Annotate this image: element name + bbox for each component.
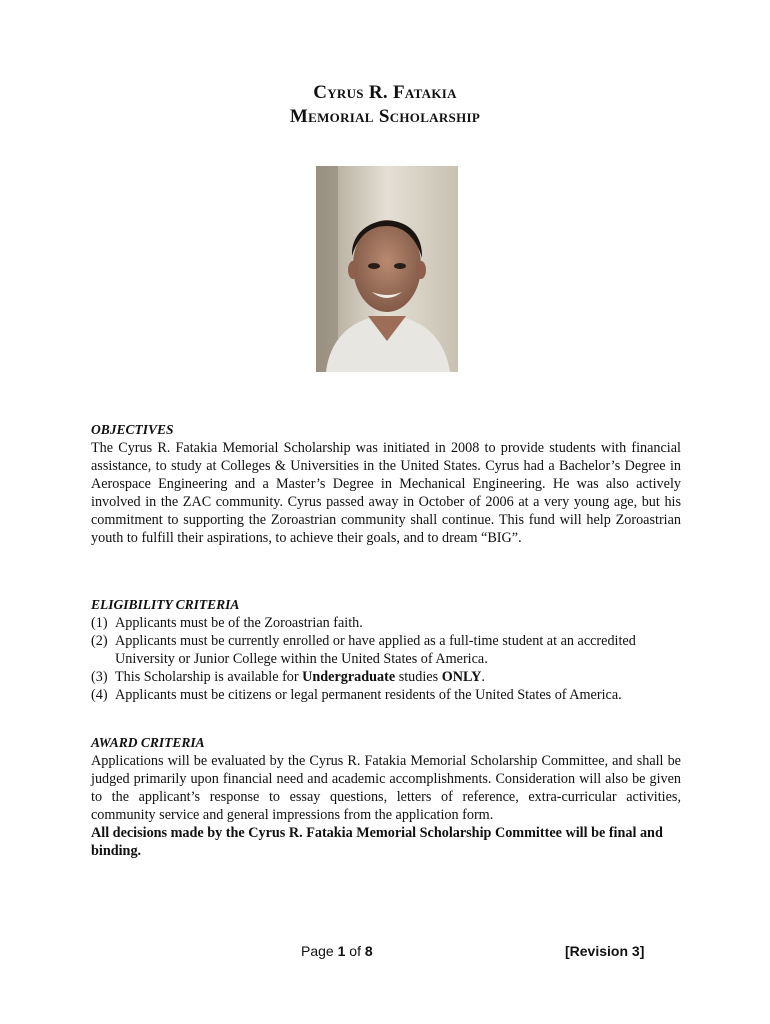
objectives-heading: OBJECTIVES bbox=[91, 422, 174, 437]
item-text-mid: studies bbox=[395, 669, 442, 685]
item-text: Applicants must be currently enrolled or have applied as a full-time student at an accredited University or Junior College within the United States of America. bbox=[115, 633, 636, 667]
item-text-bold-only: ONLY bbox=[441, 669, 482, 685]
document-title-line-1: Cyrus R. Fatakia bbox=[313, 82, 457, 103]
portrait-photo bbox=[316, 166, 458, 372]
page-prefix: Page bbox=[301, 943, 338, 959]
award-text: Applications will be evaluated by the Cyrus R. Fatakia Memorial Scholarship Committee, and shall be judged primarily upon financial need and academic accomplishments. Consideration will also be given to the applicant’s response to essay questions, letters of reference, extra-curricular activities, community service and general impressions from the application form. bbox=[91, 753, 681, 823]
objectives-text: The Cyrus R. Fatakia Memorial Scholarship was initiated in 2008 to provide students with financial assistance, to study at Colleges & Universities in the United States. Cyrus had a Bachelor’s Degree in Aerospace Engineering and a Master’s Degree in Mechanical Engineering. He was also actively involved in the ZAC community. Cyrus passed away in October of 2006 at a very young age, but his commitment to supporting the Zoroastrian community shall continue. This fund will help Zoroastrian youth to fulfill their aspirations, to achieve their goals, and to dream “BIG”. bbox=[91, 440, 681, 546]
eligibility-section bbox=[91, 596, 681, 704]
page-number bbox=[301, 943, 373, 959]
eligibility-heading: ELIGIBILITY CRITERIA bbox=[91, 597, 240, 612]
portrait-photo-icon bbox=[316, 166, 458, 372]
eligibility-item bbox=[91, 686, 681, 704]
page-total: 8 bbox=[364, 943, 373, 959]
item-number: (1) bbox=[91, 615, 108, 631]
page-of: of bbox=[345, 943, 365, 959]
item-number: (3) bbox=[91, 669, 108, 685]
eligibility-item bbox=[91, 668, 681, 686]
item-text: Applicants must be citizens or legal permanent residents of the United States of America. bbox=[115, 687, 622, 703]
item-number: (4) bbox=[91, 687, 108, 703]
award-section bbox=[91, 734, 681, 860]
revision-label: [Revision 3] bbox=[565, 943, 645, 959]
item-text: Applicants must be of the Zoroastrian faith. bbox=[115, 615, 363, 631]
award-heading: AWARD CRITERIA bbox=[91, 735, 205, 750]
objectives-section bbox=[91, 421, 681, 547]
item-text-post: . bbox=[481, 669, 485, 685]
eligibility-item bbox=[91, 614, 681, 632]
award-final-note: All decisions made by the Cyrus R. Fatakia Memorial Scholarship Committee will be final and binding. bbox=[91, 825, 663, 859]
eligibility-item bbox=[91, 632, 681, 668]
item-text-bold-undergraduate: Undergraduate bbox=[302, 669, 396, 685]
document-title-line-2: Memorial Scholarship bbox=[289, 106, 481, 127]
item-number: (2) bbox=[91, 633, 108, 649]
eligibility-list bbox=[91, 614, 681, 704]
item-text-pre: This Scholarship is available for bbox=[115, 669, 303, 685]
page-current: 1 bbox=[337, 943, 346, 959]
